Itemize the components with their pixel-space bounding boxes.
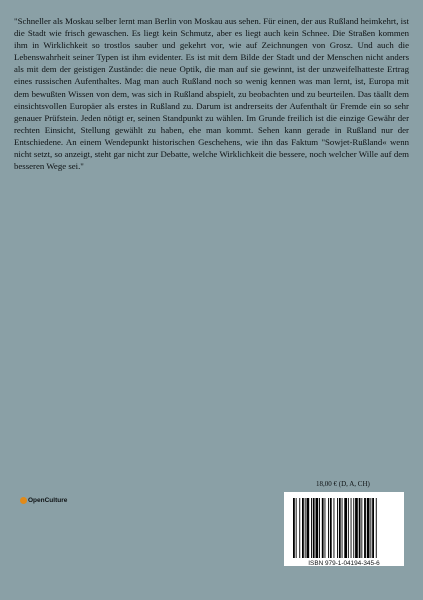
isbn-barcode [284, 492, 404, 566]
barcode-bar [367, 498, 370, 558]
barcode-bar [299, 498, 300, 558]
barcode-bar [319, 498, 320, 558]
barcode-bar [342, 498, 343, 558]
isbn-label: ISBN 979-1-04194-345-6 [308, 560, 380, 567]
back-cover-blurb: "Schneller als Moskau selber lernt man Berlin von Moskau aus sehen. Für einen, der aus Rußland heimkehrt, ist die Stadt wie frisch gewaschen. Es liegt kein Schmutz, aber es liegt auch kein Schnee. Die Straßen kommen ihm in Wirklichkeit so trostlos sauber und gekehrt vor, wie auf Zeichnungen von Grosz. Und auch die Lebenswahrheit seiner Typen ist ihm evidenter. Es ist mit dem Bilde der Stadt und der Menschen nicht anders als mit dem der geistigen Zustände: die neue Optik, die man auf sie gewinnt, ist der unzweifelhatteste Ertrag eines russischen Aufenthaltes. Mag man auch Rußland noch so wenig kennen was man lernt, ist, Europa mit dem bewußten Wissen von dem, was sich in Rußland abspielt, zu beobachten und zu beurteilen. Das täallt dem einsichtsvollen Europäer als erstes in Rußland zu. Darum ist andrerseits der Aufenthalt ür Fremde ein so sehr genauer Prüfstein. Jeden nötigt er, seinen Standpunkt zu wählen. Im Grunde freilich ist die einzige Gewähr der rechten Einsicht, Stellung gewählt zu haben, ehe man kommt. Sehen kann gerade in Rußland nur der Entschiedene. An einem Wendepunkt historischen Geschehens, wie ihn das Faktum "Sowjet-Rußland« wenn nicht setzt, so anzeigt, steht gar nicht zur Debatte, welche Wirklichkeit die bessere, noch welcher Wille auf dem besseren Wege sei." [14, 16, 409, 172]
barcode-bar [305, 498, 306, 558]
barcode-bar [337, 498, 338, 558]
barcode-bar [339, 498, 341, 558]
publisher-logo [20, 497, 67, 504]
barcode-bar [364, 498, 366, 558]
barcode-bar [293, 498, 295, 558]
barcode-bar [344, 498, 347, 558]
barcode-bar [328, 498, 329, 558]
publisher-logo-text: OpenCulture [28, 497, 68, 504]
barcode-bar [311, 498, 312, 558]
barcode-bars [293, 498, 395, 558]
barcode-bar [325, 498, 326, 558]
barcode-bar [351, 498, 352, 558]
barcode-bar [355, 498, 358, 558]
barcode-bar [372, 498, 374, 558]
barcode-bar [313, 498, 315, 558]
barcode-bar [330, 498, 332, 558]
price-label: 18,00 € (D, A, CH) [316, 480, 370, 488]
barcode-bar [376, 498, 377, 558]
barcode-bar [359, 498, 361, 558]
barcode-bar [370, 498, 371, 558]
barcode-bar [334, 498, 335, 558]
barcode-bar [302, 498, 304, 558]
barcode-bar [322, 498, 324, 558]
barcode-bar [307, 498, 310, 558]
barcode-bar [353, 498, 354, 558]
barcode-bar [361, 498, 362, 558]
barcode-bar [296, 498, 297, 558]
barcode-bar [316, 498, 319, 558]
publisher-logo-icon [20, 497, 27, 504]
barcode-bar [348, 498, 349, 558]
